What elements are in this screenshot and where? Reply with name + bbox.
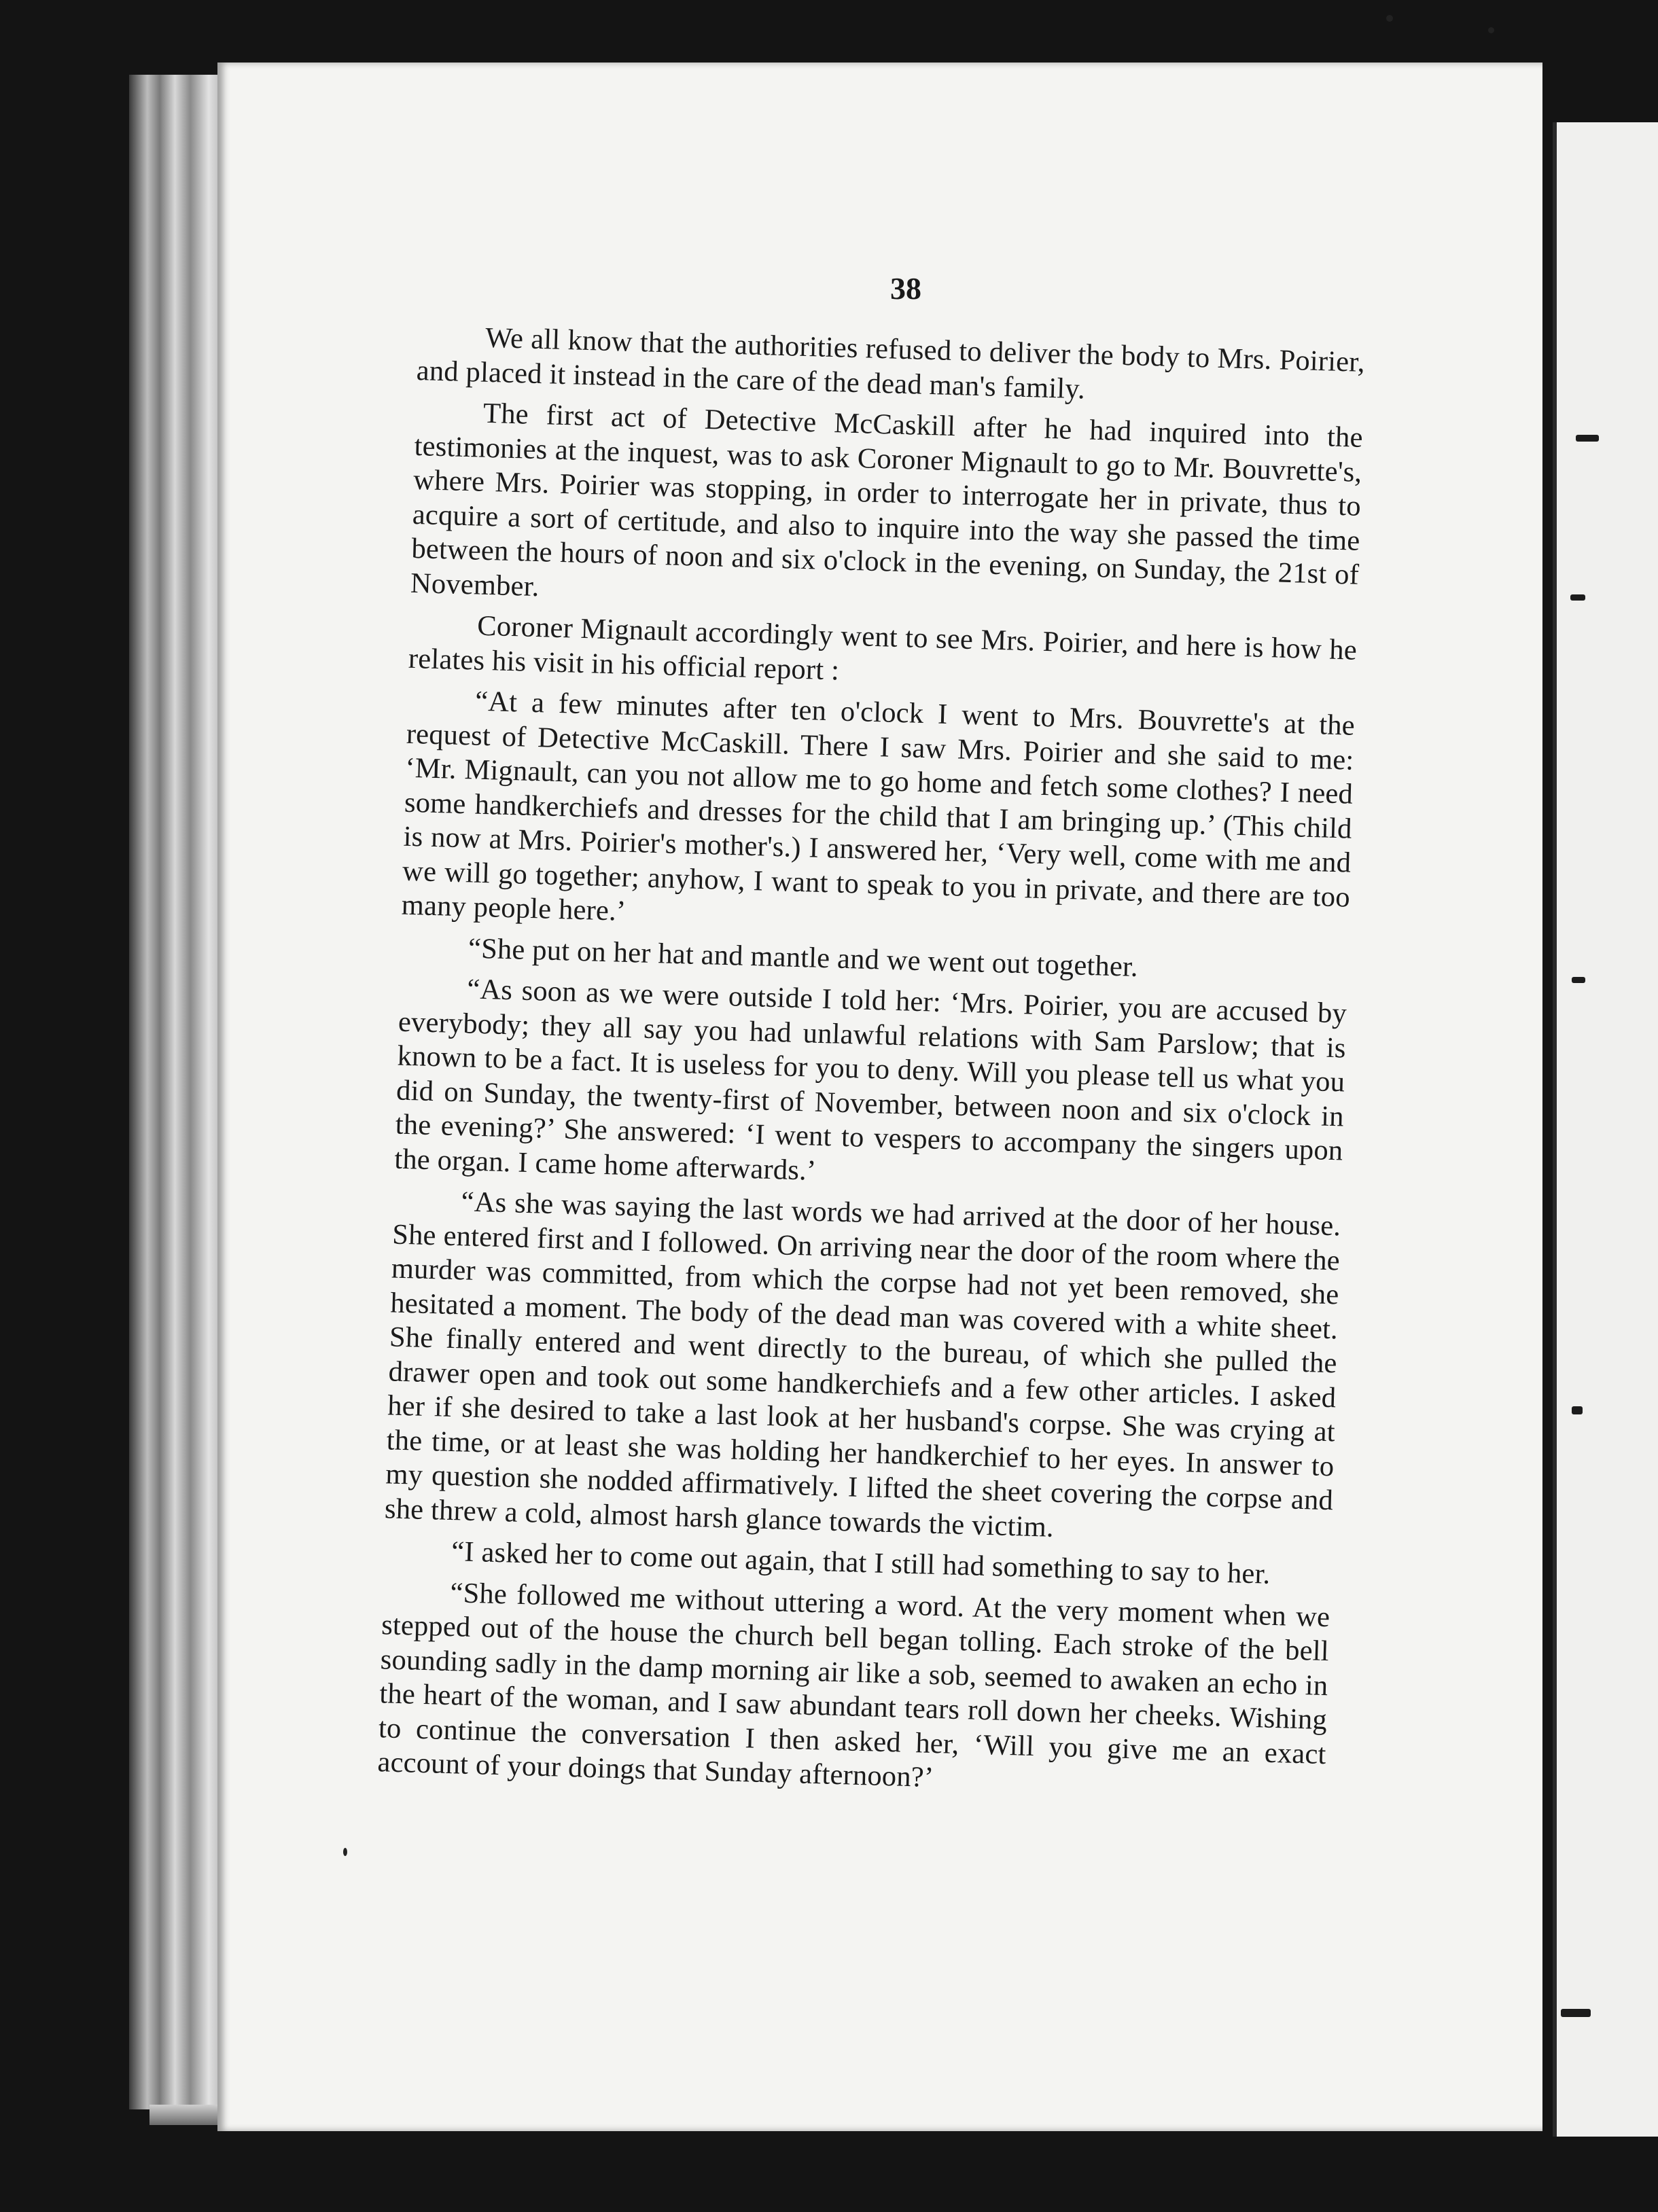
adjacent-page-mark [1572, 1406, 1583, 1414]
paragraph: “She followed me without uttering a word. At the very moment when we stepped out of the house the church bell began tolling. Each stroke of the bell sounding sadly in the damp morning air like a sob, seemed to awaken an echo in the heart of the woman, and I saw abundant tears roll down her cheeks. Wishing to continue the conversation I then asked her, ‘Will you give me an exact account of your doings that Sunday afternoon?’ [377, 1576, 1330, 1794]
paragraph: “I asked her to come out again, that I still had something to say to her. [451, 1535, 1271, 1590]
adjacent-page-mark [1570, 594, 1585, 601]
page-text [377, 319, 1366, 1813]
adjacent-page-mark [1576, 435, 1599, 442]
paragraph: “As soon as we were outside I told her: ‘Mrs. Poirier, you are accused by everybody; they all say you had unlawful relations with Sam Parslow; that is known to be a fact. It is useless for you to deny. Will you please tell us what you did on Sunday, the twenty-first of November, between noon and six o'clock in the evening?’ She answered: ‘I went to vespers to accompany the singers upon the organ. I came home afterwards.’ [393, 973, 1347, 1187]
paragraph: “She put on her hat and mantle and we went out together. [468, 931, 1139, 983]
paragraph: “As she was saying the last words we had arrived at the door of her house. She entered first and I followed. On arriving near the door of the room where the murder was committed, from which the corpse had not yet been removed, she hesitated a moment. The body of the dead man was covered with a white sheet. She finally entered and went directly to the bureau, of which she pulled the drawer open and took out some handkerchiefs and a few other articles. I asked her if she desired to take a last look at her husband's corpse. She was crying at the time, or at least she was holding her handkerchief to her eyes. In answer to my question she nodded affirmatively. I lifted the sheet covering the corpse and she threw a cold, almost harsh glance towards the victim. [384, 1185, 1341, 1544]
ink-speck [1386, 15, 1393, 22]
paragraph: Coroner Mignault accordingly went to see Mrs. Poirier, and here is how he relates his visit in his official report : [408, 609, 1358, 687]
book-page-edges [129, 75, 231, 2109]
adjacent-page-mark [1561, 2009, 1591, 2017]
page-number: 38 [890, 271, 921, 306]
ink-speck [343, 1848, 347, 1856]
ink-speck [1488, 27, 1494, 33]
paragraph: The first act of Detective McCaskill after he had inquired into the testimonies at the inquest, was to ask Coroner Mignault to go to Mr. Bouvrette's, where Mrs. Poirier was stopping, in order to interrogate her in private, thus to acquire a sort of certitude, and also to inquire into the way she passed the time between the hours of noon and six o'clock in the evening, on Sunday, the 21st of November. [410, 397, 1364, 603]
paragraph: “At a few minutes after ten o'clock I went to Mrs. Bouvrette's at the request of Detective McCaskill. There I saw Mrs. Poirier and she said to me: ‘Mr. Mignault, can you not allow me to go home and fetch some clothes? I need some handkerchiefs and dresses for the child that I am bringing up.’ (This child is now at Mrs. Poirier's mother's.) I answered her, ‘Very well, come with me and we will go together; anyhow, I want to speak to you in private, and there are too many people here.’ [401, 685, 1356, 927]
paragraph: We all know that the authorities refused to deliver the body to Mrs. Poirier, and placed it instead in the care of the dead man's family. [416, 321, 1366, 405]
adjacent-page-sliver [1553, 122, 1658, 2137]
adjacent-page-mark [1572, 977, 1585, 983]
